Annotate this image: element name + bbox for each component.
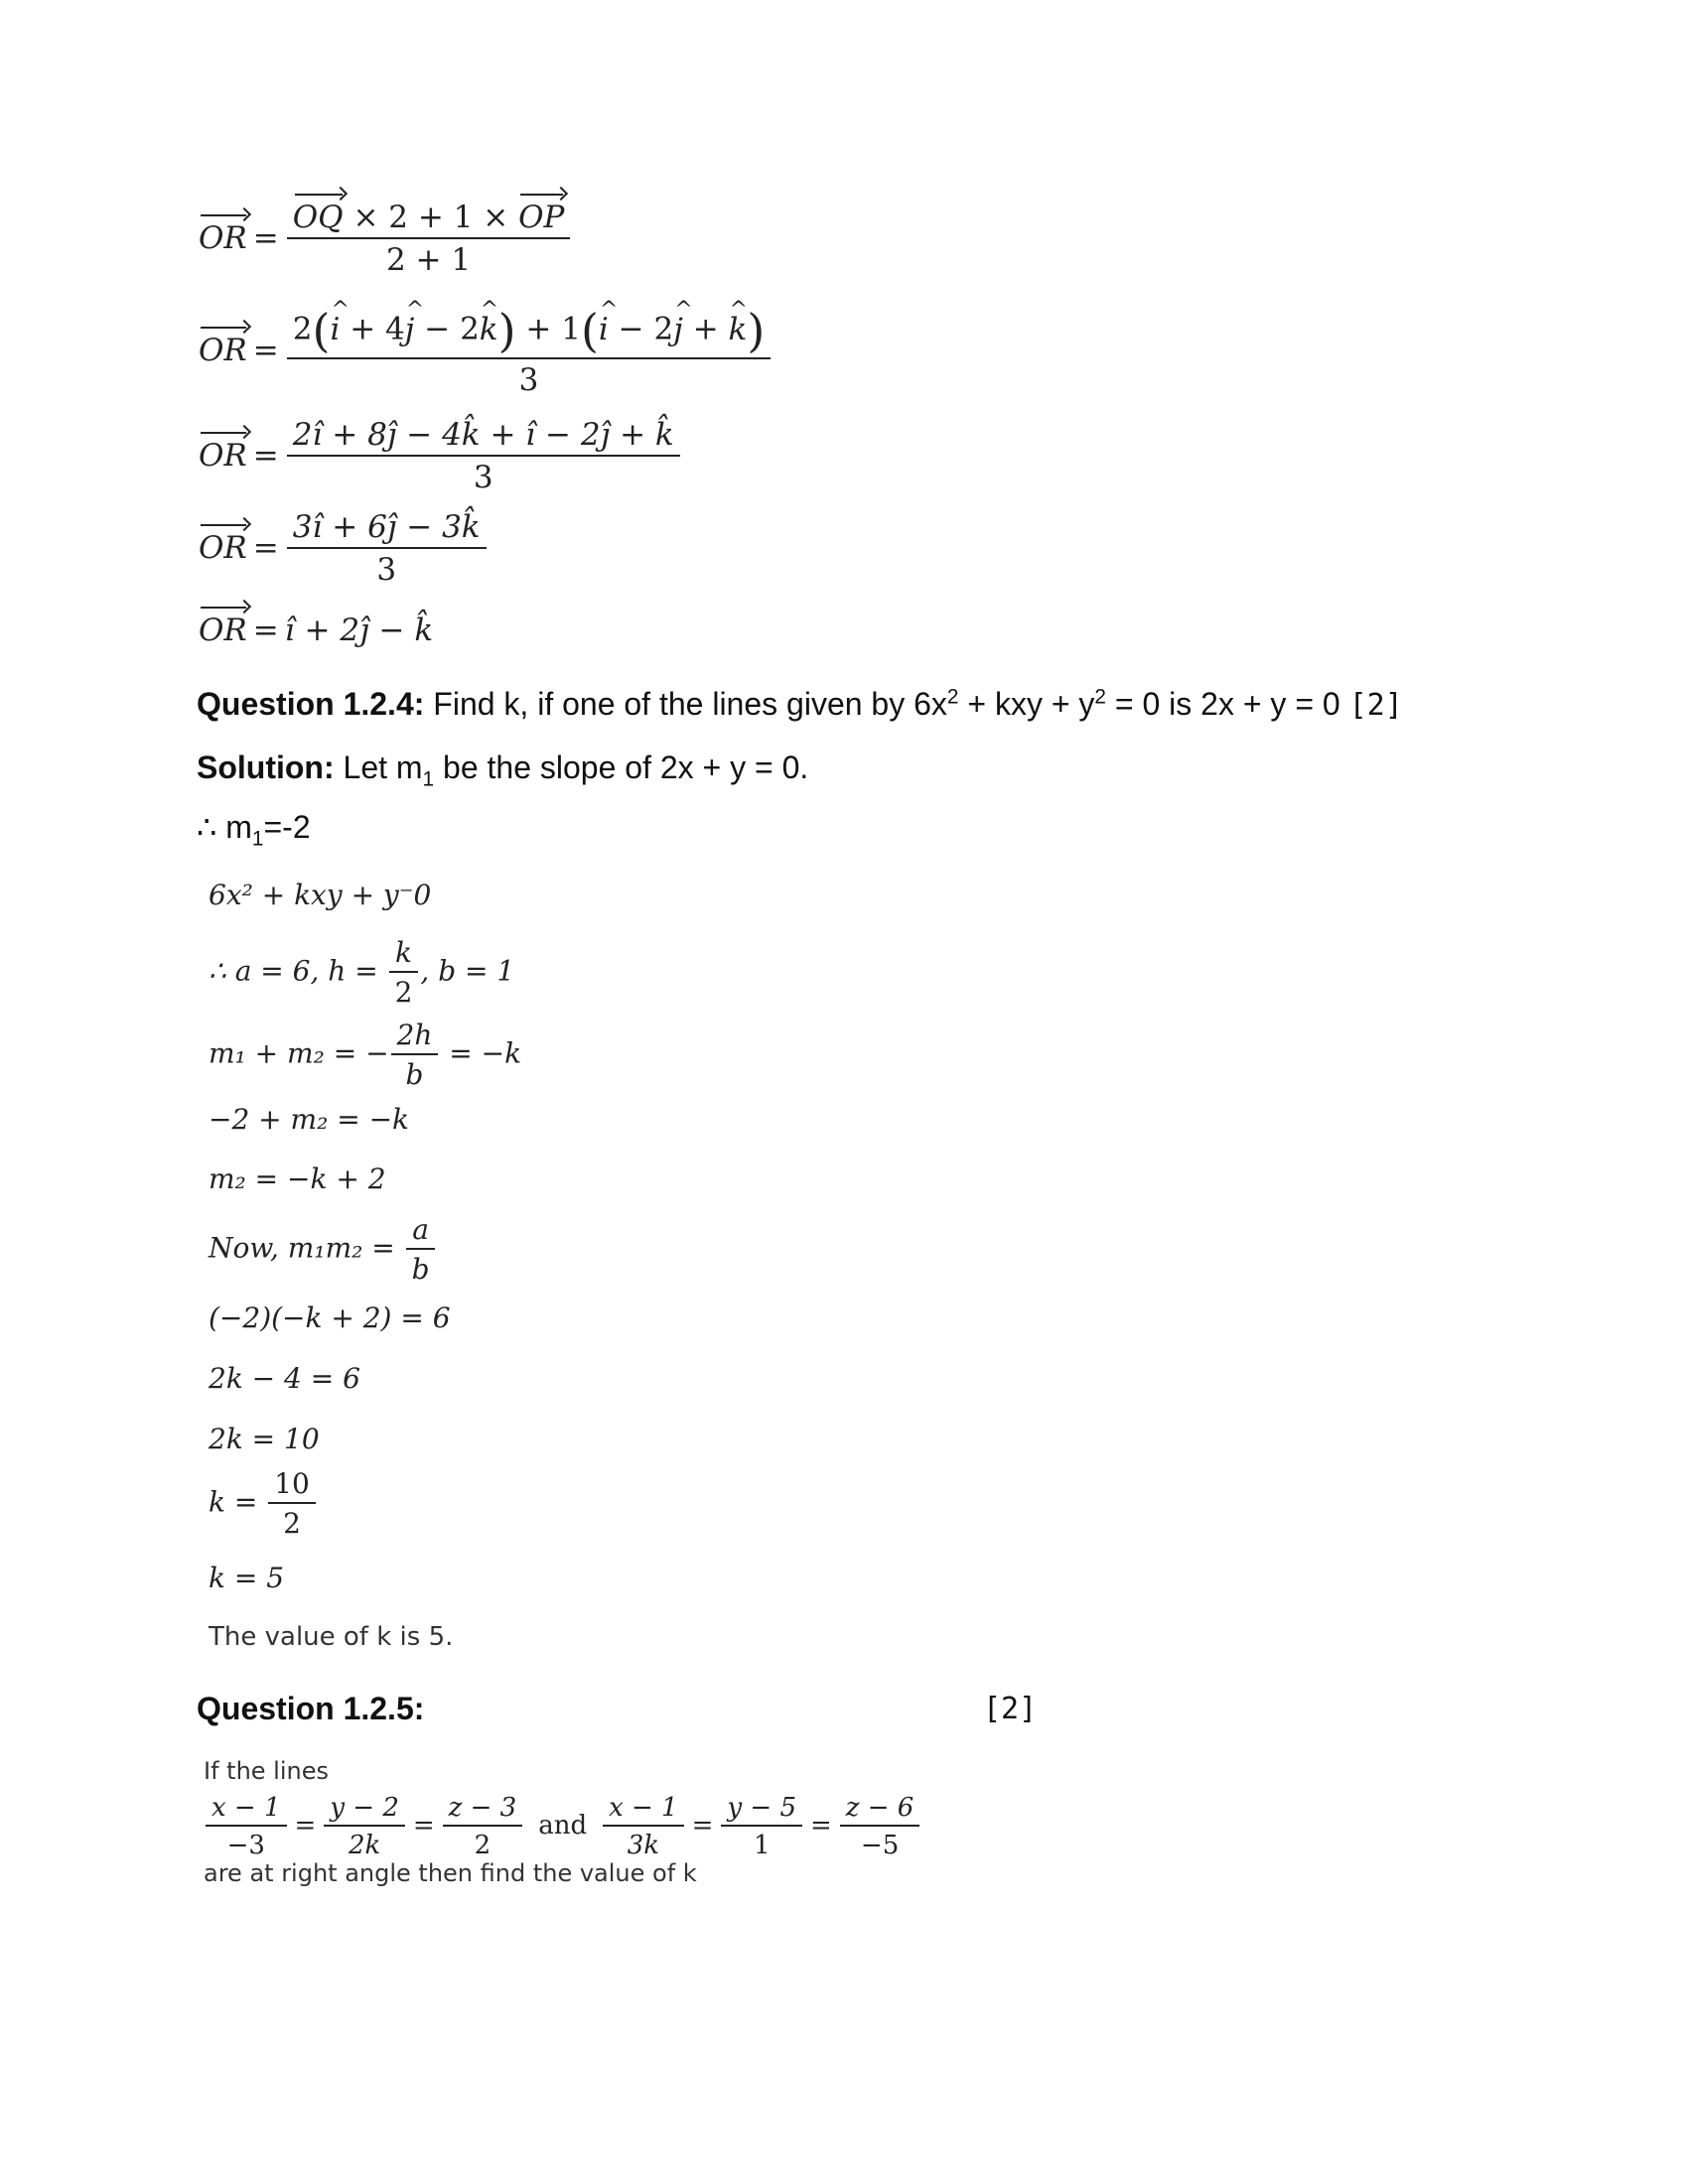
solution-label: Solution: (197, 750, 335, 785)
step-4: −2 + m₂ = −k (209, 1103, 410, 1136)
question-label: Question 1.2.4: (197, 686, 425, 722)
conclusion-text: The value of k is 5. (209, 1622, 454, 1652)
lines-outro: are at right angle then find the value of k (204, 1859, 697, 1887)
marks-badge: [2] (1348, 688, 1403, 723)
or-step-2: OR = $\frac{2(i \^{} + 4j \^{} - 2k \^{}) + 1(i \^{} - 2j \^{} + k \^{})}{3}$ (199, 308, 773, 396)
vector-or: OR (199, 219, 247, 256)
lines-equations: $\frac{x - 1}{-3}$ = $\frac{y - 2}{2k}$ = $\frac{z - 3}{2}$ and $\frac{x - 1}{3k}$ = $\frac{y - 5}{1}$ = $\frac{z - 6}{-5}$ (204, 1795, 921, 1858)
or-step-4: OR = $\frac{3î + 6ĵ - 3k̂}{3}$ (199, 512, 489, 586)
step-7: (−2)(−k + 2) = 6 (209, 1301, 451, 1334)
lines-intro: If the lines (204, 1757, 329, 1785)
step-6: Now, m₁m₂ = $\frac{a}{b}$ (209, 1216, 438, 1284)
step-5: m₂ = −k + 2 (209, 1162, 386, 1195)
step-10: k = $\frac{10}{2}$ (209, 1470, 318, 1538)
question-label: Question 1.2.5: (197, 1691, 425, 1726)
or-step-3: OR = $\frac{2î + 8ĵ - 4k̂ + î - 2ĵ + k̂}{3}$ (199, 420, 682, 493)
question-1-2-5 (197, 1690, 424, 1727)
step-9: 2k = 10 (209, 1423, 320, 1455)
step-8: 2k − 4 = 6 (209, 1362, 360, 1395)
step-3: m₁ + m₂ = − $\frac{2h}{b}$ = −k (209, 1019, 522, 1091)
solution-line: Solution: Let $m_1$ be the slope of 2x + y = 0. (197, 750, 809, 791)
step-11: k = 5 (209, 1562, 285, 1594)
question-1-2-4: Question 1.2.4: Find k, if one of the lines given by $6x^2$ + kxy + $y^2 = 0$ is 2x + y = 0 [2] (197, 685, 1403, 723)
step-1: 6x² + kxy + y⁻0 (209, 879, 432, 911)
step-2: ∴ a = 6, h = $\frac{k}{2}$ , b = 1 (209, 936, 515, 1009)
marks-badge: [2] (983, 1692, 1038, 1726)
therefore-line: ∴ $m_1=-2$ (197, 809, 311, 851)
or-step-1: OR = $\frac{OQ \times 2 + 1 \times OP}{2 + 1}$ (199, 203, 572, 276)
or-step-5: OR = î + 2ĵ − k̂ (199, 613, 434, 648)
